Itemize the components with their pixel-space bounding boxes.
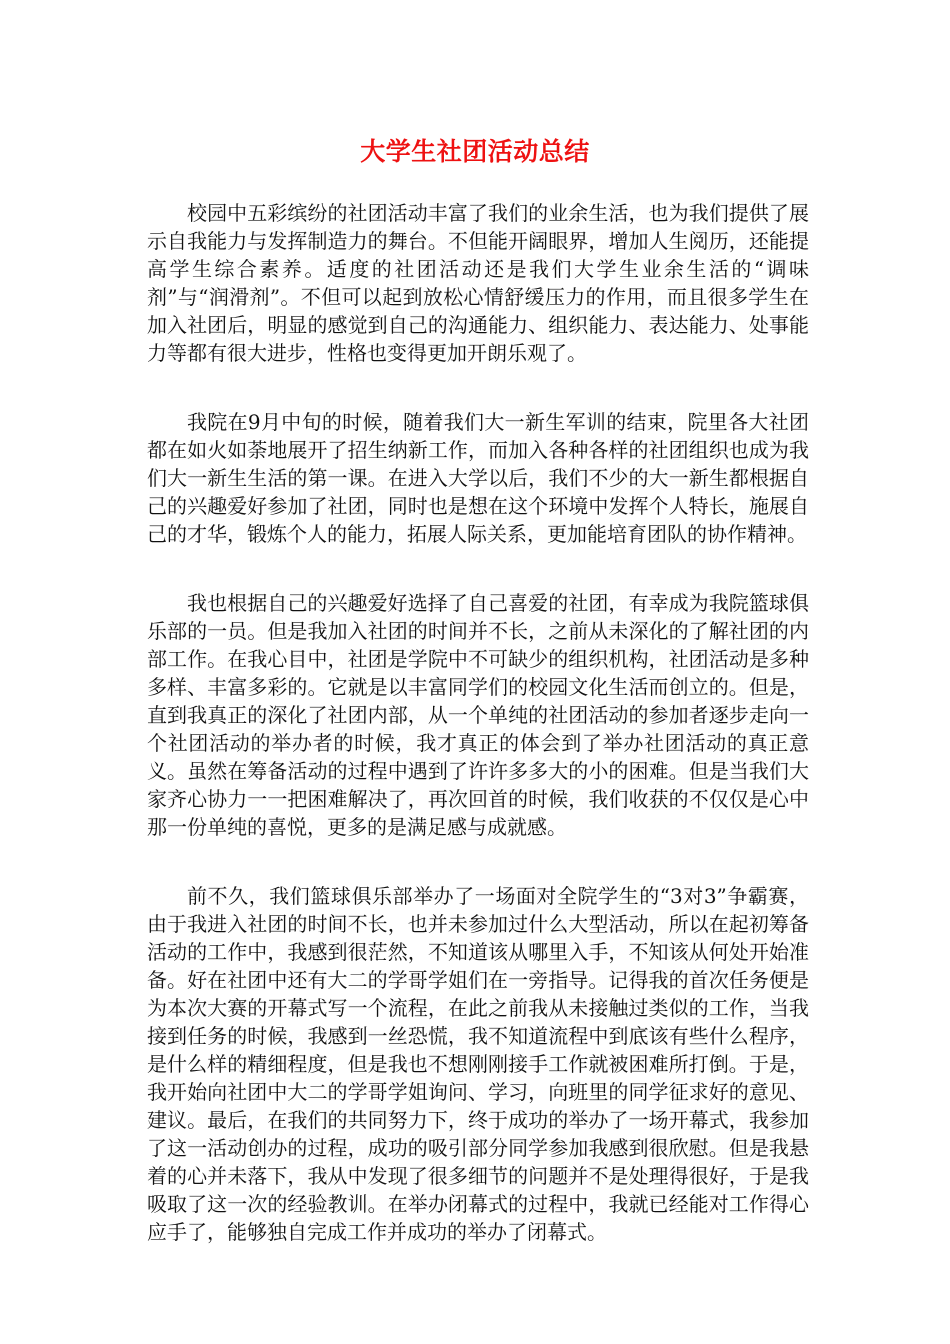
paragraph-4: 前不久，我们篮球俱乐部举办了一场面对全院学生的“3对3”争霸赛，由于我进入社团的时间不长，也并未参加过什么大型活动，所以在起初筹备活动的工作中，我感到很茫然，不知道该从哪里入手，不知该从何处开始准备。好在社团中还有大二的学哥学姐们在一旁指导。记得我的首次任务便是为本次大赛的开幕式写一个流程，在此之前我从未接触过类似的工作，当我接到任务的时候，我感到一丝恐慌，我不知道流程中到底该有些什么程序，是什么样的精细程度，但是我也不想刚刚接手工作就被困难所打倒。于是，我开始向社团中大二的学哥学姐询问、学习，向班里的同学征求好的意见、建议。最后，在我们的共同努力下，终于成功的举办了一场开幕式，我参加了这一活动创办的过程，成功的吸引部分同学参加我感到很欣慰。但是我悬着的心并未落下，我从中发现了很多细节的问题并不是处理得很好，于是我吸取了这一次的经验教训。在举办闭幕式的过程中，我就已经能对工作得心应手了，能够独自完成工作并成功的举办了闭幕式。 bbox=[147, 884, 809, 1244]
paragraph-2: 我院在9月中旬的时候，随着我们大一新生军训的结束，院里各大社团都在如火如荼地展开了招生纳新工作，而加入各种各样的社团组织也成为我们大一新生生活的第一课。在进入大学以后，我们不少的大一新生都根据自己的兴趣爱好参加了社团，同时也是想在这个环境中发挥个人特长，施展自己的才华，锻炼个人的能力，拓展人际关系，更加能培育团队的协作精神。 bbox=[147, 410, 809, 546]
document-body bbox=[147, 199, 809, 1246]
paragraph-1: 校园中五彩缤纷的社团活动丰富了我们的业余生活，也为我们提供了展示自我能力与发挥制造力的舞台。不但能开阔眼界，增加人生阅历，还能提高学生综合素养。适度的社团活动还是我们大学生业余生活的“调味剂”与“润滑剂”。不但可以起到放松心情舒缓压力的作用，而且很多学生在加入社团后，明显的感觉到自己的沟通能力、组织能力、表达能力、处事能力等都有很大进步，性格也变得更加开朗乐观了。 bbox=[147, 201, 809, 365]
document-title: 大学生社团活动总结 bbox=[360, 137, 590, 166]
paragraph-3: 我也根据自己的兴趣爱好选择了自己喜爱的社团，有幸成为我院篮球俱乐部的一员。但是我加入社团的时间并不长，之前从未深化的了解社团的内部工作。在我心目中，社团是学院中不可缺少的组织机构，社团活动是多种多样、丰富多彩的。它就是以丰富同学们的校园文化生活而创立的。但是，直到我真正的深化了社团内部，从一个单纯的社团活动的参加者逐步走向一个社团活动的举办者的时候，我才真正的体会到了举办社团活动的真正意义。虽然在筹备活动的过程中遇到了许许多多大的小的困难。但是当我们大家齐心协力一一把困难解决了，再次回首的时候，我们收获的不仅仅是心中那一份单纯的喜悦，更多的是满足感与成就感。 bbox=[147, 591, 809, 839]
